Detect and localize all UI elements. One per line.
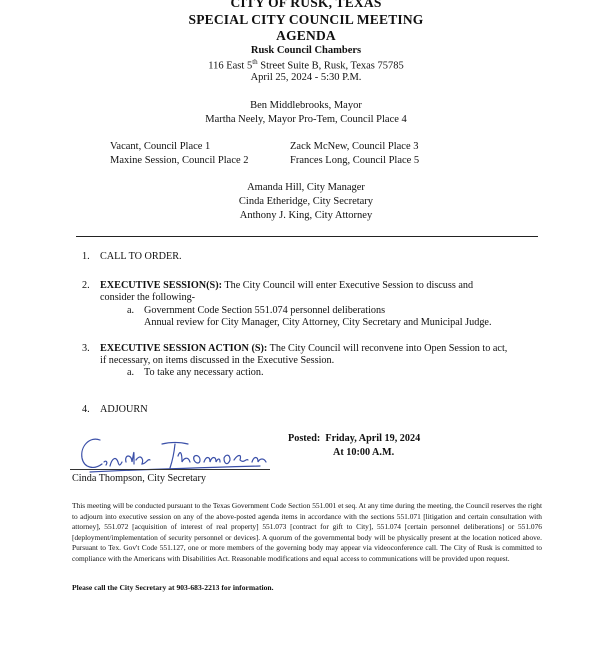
city-title: CITY OF RUSK, TEXAS [230,0,382,10]
sub-item-text: To take any necessary action. [144,367,264,378]
item-executive-action [100,343,507,354]
city-secretary: Cinda Etheridge, City Secretary [238,196,374,207]
council-place-3: Zack McNew, Council Place 3 [290,141,419,152]
address-part: Street Suite B, Rusk, Texas 75785 [257,60,404,72]
header-divider [76,236,538,237]
council-place-2: Maxine Session, Council Place 2 [110,155,249,166]
meeting-datetime: April 25, 2024 - 5:30 P.M. [250,72,362,83]
posted-date: Friday, April 19, 2024 [325,433,421,444]
posted-time: At 10:00 A.M. [333,447,395,458]
sub-item-letter: a. [127,305,135,316]
item-heading: EXECUTIVE SESSION(S): [100,280,223,291]
agenda-title: AGENDA [276,28,336,43]
item-number: 1. [82,251,90,262]
venue: Rusk Council Chambers [250,45,362,56]
address [0,58,612,72]
sub-item-letter: a. [127,367,135,378]
item-adjourn: ADJOURN [100,404,148,415]
item-heading: EXECUTIVE SESSION ACTION (S): [100,343,268,354]
posted-label: Posted: [288,433,321,444]
city-manager: Amanda Hill, City Manager [247,182,365,193]
city-attorney: Anthony J. King, City Attorney [239,210,373,221]
posted-line [288,433,420,444]
item-text-cont: if necessary, on items discussed in the Executive Session. [100,355,335,366]
address-sup: th [252,58,258,66]
sub-item-text-cont: Annual review for City Manager, City Attorney, City Secretary and Municipal Judge. [144,317,492,328]
item-number: 2. [82,280,90,291]
item-call-to-order: CALL TO ORDER. [100,251,182,262]
mayor-pro-tem: Martha Neely, Mayor Pro-Tem, Council Place 4 [205,114,407,125]
item-number: 4. [82,404,90,415]
signature [70,432,270,478]
item-text: The City Council will reconvene into Open Session to act, [267,343,508,354]
item-text-cont: consider the following- [100,292,196,303]
address-part: 116 East 5 [208,60,253,72]
item-text: The City Council will enter Executive Session to discuss and [222,280,474,291]
contact-info: Please call the City Secretary at 903-683-2213 for information. [72,583,274,592]
mayor: Ben Middlebrooks, Mayor [250,100,362,111]
sub-item-text: Government Code Section 551.074 personnel deliberations [144,305,386,316]
signature-line [70,469,270,470]
signer-name: Cinda Thompson, City Secretary [72,473,206,484]
council-place-1: Vacant, Council Place 1 [110,141,211,152]
item-number: 3. [82,343,90,354]
council-place-5: Frances Long, Council Place 5 [290,155,420,166]
legal-notice: This meeting will be conducted pursuant to the Texas Government Code Section 551.001 et seq. At any time during the meeting, the Council reserves the right to adjourn into executive session on any of the above-posted agenda items in accordance with the sections 551.071 [litigation and certain consultation with attorney], 551.072 [acquisition of interest of real property] 551.073 [contract for gift to City], 551.074 [certain personnel deliberations] or 551.076 [deployment/implementation of security personnel or devices]. A quorum of the governmental body will be physically present at the location noticed above. Pursuant to Tex. Gov't Code 551.127, one or more members of the governing body may appear via videoconference call. The City of Rusk is committed to compliance with the Americans with Disabilities Act. Reasonable modifications and equal access to communications will be provided upon request. [72,501,542,563]
meeting-title: SPECIAL CITY COUNCIL MEETING [188,12,424,27]
item-executive-session [100,280,473,291]
